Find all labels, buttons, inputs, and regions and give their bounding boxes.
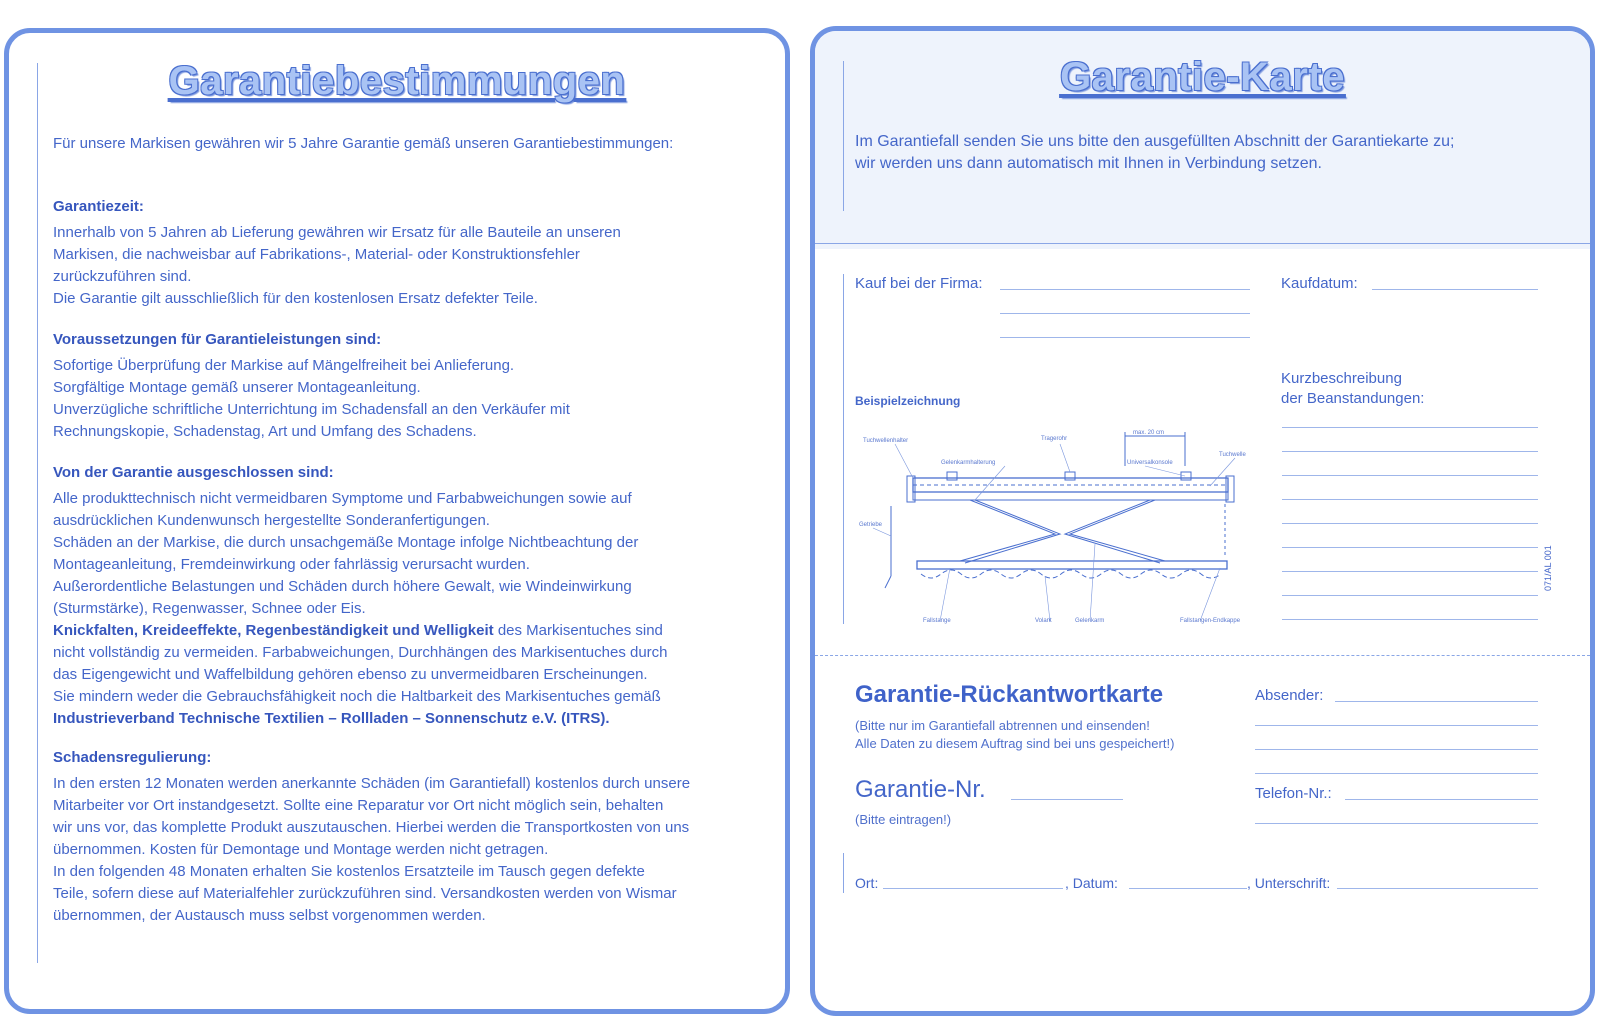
text-line: nicht vollständig zu vermeiden. Farbabweichungen, Durchhängen des Markisentuches durch: [53, 644, 668, 661]
text-line: Die Garantie gilt ausschließlich für den kostenlosen Ersatz defekter Teile.: [53, 290, 538, 307]
schadens-text: [53, 773, 753, 927]
kauf-label: Kauf bei der Firma:: [855, 275, 983, 292]
text-line: ausdrücklichen Kundenwunsch hergestellte Sonderanfertigungen.: [53, 512, 490, 529]
diagram-label: Fallstange: [923, 618, 951, 624]
diagram-label: Tuchwelle: [1219, 452, 1246, 458]
diagram-label: Gelenkarmhalterung: [941, 460, 996, 466]
beanstandung-field[interactable]: [1282, 475, 1538, 476]
absender-label: Absender:: [1255, 687, 1324, 704]
terms-intro: Für unsere Markisen gewähren wir 5 Jahre Garantie gemäß unseren Garantiebestimmungen:: [53, 135, 674, 152]
beanstandung-field[interactable]: [1282, 499, 1538, 500]
diagram-label: Getriebe: [859, 522, 883, 528]
diagram-label: Universalkonsole: [1127, 460, 1173, 466]
text-line: wir werden uns dann automatisch mit Ihnen in Verbindung setzen.: [855, 155, 1322, 172]
voraussetzungen-text: [53, 355, 753, 443]
diagram-label: Tuchwellenhalter: [863, 438, 909, 444]
section-divider: [815, 243, 1590, 244]
garantie-nr-label: Garantie-Nr.: [855, 776, 986, 803]
ort-field[interactable]: [883, 888, 1063, 889]
text-line: Im Garantiefall senden Sie uns bitte den ausgefüllten Abschnitt der Garantiekarte zu;: [855, 133, 1455, 150]
knick-rest: des Markisentuches sind: [493, 622, 663, 639]
beanstandung-field[interactable]: [1282, 571, 1538, 572]
form-code: 071/AL 001: [1543, 545, 1553, 591]
note-line: (Bitte nur im Garantiefall abtrennen und einsenden!: [855, 718, 1150, 733]
garantie-nr-field[interactable]: [1011, 799, 1123, 800]
ausgeschlossen-text: [53, 488, 753, 730]
note-line: Alle Daten zu diesem Auftrag sind bei uns gespeichert!): [855, 736, 1175, 751]
absender-field[interactable]: [1335, 701, 1538, 702]
text-line: [53, 620, 753, 642]
diagram-label: Gelenkarm: [1075, 618, 1105, 624]
reply-card-note: [855, 717, 1174, 753]
kauf-field[interactable]: [1000, 313, 1250, 314]
kauf-field[interactable]: [1000, 289, 1250, 290]
card-title: Garantie-Karte: [1060, 55, 1345, 99]
text-line: Innerhalb von 5 Jahren ab Lieferung gewähren wir Ersatz für alle Bauteile an unseren: [53, 224, 621, 241]
absender-field[interactable]: [1255, 749, 1538, 750]
absender-field[interactable]: [1255, 773, 1538, 774]
text-line: Teile, sofern diese auf Materialfehler zurückzuführen sind. Versandkosten werden von Wismar: [53, 885, 677, 902]
text-line: Sorgfältige Montage gemäß unserer Montageanleitung.: [53, 379, 421, 396]
beanstandung-field[interactable]: [1282, 451, 1538, 452]
text-line: Rechnungskopie, Schadenstag, Art und Umfang des Schadens.: [53, 423, 477, 440]
awning-diagram: [855, 416, 1255, 626]
schadens-heading: Schadensregulierung:: [53, 749, 212, 766]
kaufdatum-label: Kaufdatum:: [1281, 275, 1358, 292]
diagram-label: max. 20 cm: [1133, 430, 1165, 436]
beanstandung-field[interactable]: [1282, 547, 1538, 548]
text-line: Mitarbeiter vor Ort instandgesetzt. Sollte eine Reparatur vor Ort nicht möglich sein, behalten: [53, 797, 664, 814]
cut-line: [815, 655, 1590, 656]
kaufdatum-field[interactable]: [1372, 289, 1538, 290]
ausgeschlossen-heading: Von der Garantie ausgeschlossen sind:: [53, 464, 334, 481]
terms-title: Garantiebestimmungen: [168, 59, 626, 103]
text-line: Alle produkttechnisch nicht vermeidbaren Symptome und Farbabweichungen sowie auf: [53, 490, 632, 507]
text-line: zurückzuführen sind.: [53, 268, 192, 285]
margin-rule: [843, 274, 844, 624]
text-line: Sie mindern weder die Gebrauchsfähigkeit noch die Haltbarkeit des Markisentuches gemäß: [53, 688, 661, 705]
unterschrift-field[interactable]: [1337, 888, 1538, 889]
text-line: (Sturmstärke), Regenwasser, Schnee oder Eis.: [53, 600, 366, 617]
text-line: das Eigengewicht und Waffelbildung gehören ebenso zu unvermeidbaren Erscheinungen.: [53, 666, 648, 683]
telefon-field[interactable]: [1255, 823, 1538, 824]
garantiezeit-heading: Garantiezeit:: [53, 198, 144, 215]
kurzbeschreibung-label: [1281, 369, 1424, 409]
knick-bold: Knickfalten, Kreideeffekte, Regenbeständigkeit und Welligkeit: [53, 622, 494, 639]
diagram-label: Volant: [1035, 618, 1052, 624]
margin-rule: [37, 63, 38, 963]
datum-label: , Datum:: [1065, 875, 1118, 891]
diagram-label: Tragerohr: [1041, 436, 1068, 442]
diagram-label: Fallstangen-Endkappe: [1180, 618, 1241, 624]
warranty-card-panel: [810, 26, 1595, 1016]
ort-label: Ort:: [855, 875, 879, 891]
text-line: Unverzügliche schriftliche Unterrichtung im Schadensfall an den Verkäufer mit: [53, 401, 570, 418]
absender-field[interactable]: [1255, 725, 1538, 726]
itrs-line: Industrieverband Technische Textilien – Rollladen – Sonnenschutz e.V. (ITRS).: [53, 710, 610, 727]
label-line: der Beanstandungen:: [1281, 390, 1425, 407]
warranty-terms-panel: [4, 28, 790, 1014]
bitte-eintragen: (Bitte eintragen!): [855, 812, 952, 827]
text-line: In den folgenden 48 Monaten erhalten Sie kostenlos Ersatzteile im Tausch gegen defekte: [53, 863, 645, 880]
unterschrift-label: , Unterschrift:: [1247, 875, 1331, 891]
card-intro: [855, 131, 1575, 175]
text-line: Schäden an der Markise, die durch unsachgemäße Montage infolge Nichtbeachtung der: [53, 534, 639, 551]
telefon-label: Telefon-Nr.:: [1255, 785, 1332, 802]
text-line: übernommen, der Austausch muss selbst vorgenommen werden.: [53, 907, 486, 924]
datum-field[interactable]: [1129, 888, 1247, 889]
garantiezeit-text: [53, 222, 753, 310]
margin-rule: [843, 853, 844, 893]
awning-drawing: [855, 416, 1255, 626]
text-line: In den ersten 12 Monaten werden anerkannte Schäden (im Garantiefall) kostenlos durch unsere: [53, 775, 691, 792]
beanstandung-field[interactable]: [1282, 619, 1538, 620]
text-line: Außerordentliche Belastungen und Schäden durch höhere Gewalt, wie Windeinwirkung: [53, 578, 632, 595]
beispiel-label: Beispielzeichnung: [855, 394, 961, 408]
text-line: Markisen, die nachweisbar auf Fabrikations-, Material- oder Konstruktionsfehler: [53, 246, 580, 263]
beanstandung-field[interactable]: [1282, 523, 1538, 524]
telefon-field[interactable]: [1345, 799, 1538, 800]
reply-card-title: Garantie-Rückantwortkarte: [855, 681, 1164, 708]
text-line: Montageanleitung, Fremdeinwirkung oder fahrlässig verursacht wurden.: [53, 556, 530, 573]
voraussetzungen-heading: Voraussetzungen für Garantieleistungen sind:: [53, 331, 382, 348]
label-line: Kurzbeschreibung: [1281, 370, 1402, 387]
beanstandung-field[interactable]: [1282, 595, 1538, 596]
text-line: Sofortige Überprüfung der Markise auf Mängelfreiheit bei Anlieferung.: [53, 357, 515, 374]
kauf-field[interactable]: [1000, 337, 1250, 338]
text-line: übernommen. Kosten für Demontage und Montage werden nicht getragen.: [53, 841, 549, 858]
text-line: wir uns vor, das komplette Produkt auszutauschen. Hierbei werden die Transportkosten von uns: [53, 819, 690, 836]
beanstandung-field[interactable]: [1282, 427, 1538, 428]
